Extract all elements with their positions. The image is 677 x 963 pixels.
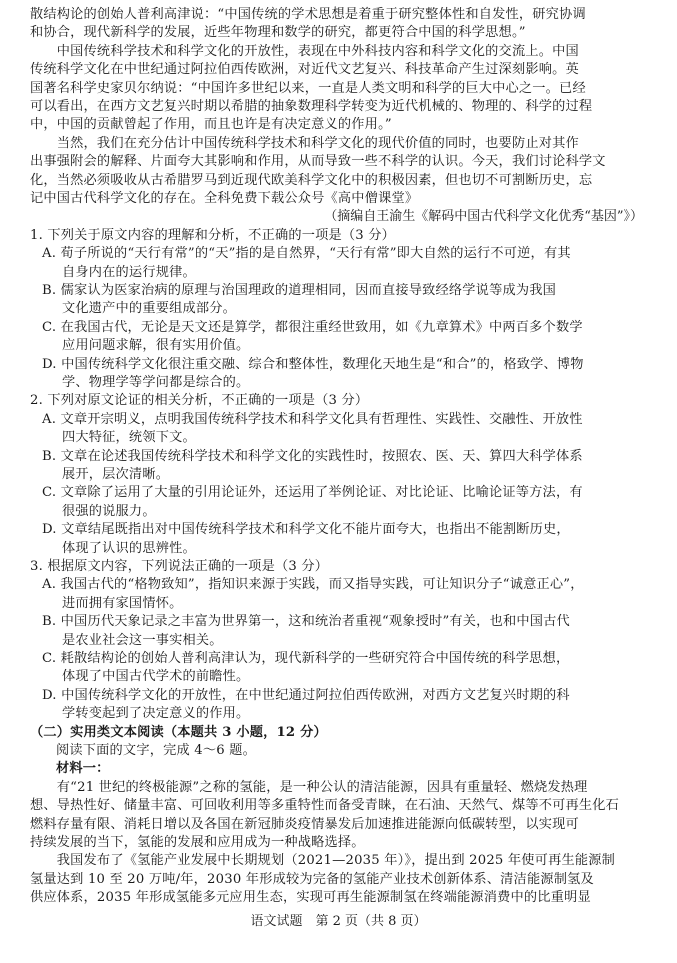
text-line: 中国传统科学技术和科学文化的开放性，表现在中外科技内容和科学文化的交流上。中国 [30, 43, 579, 59]
text-line: 和协合，现代新科学的发展，近些年物理和数学的研究，都更符合中国的科学思想。” [30, 25, 526, 41]
option-c: C. 文章除了运用了大量的引用论证外，还运用了举例论证、对比论证、比喻论证等方法，有 [42, 485, 583, 501]
text-line: 中，中国的贡献曾起了作用，而且也许是有决定意义的作用。” [30, 117, 392, 133]
page-footer: 语文试题 第 2 页（共 8 页） [250, 913, 427, 929]
option-a-cont: 自身内在的运行规律。 [62, 264, 196, 280]
section-2 [30, 724, 648, 908]
passage-source: （摘编自王渝生《解码中国古代科学文化优秀“基因”》） [324, 209, 643, 225]
option-a-cont: 进而拥有家国情怀。 [62, 595, 183, 611]
text-line: 记中国古代科学文化的存在。全科免费下载公众号《高中僧课堂》 [30, 190, 419, 206]
text-line: 化，当然必须吸收从古希腊罗马到近现代欧美科学文化中的积极因素，但也切不可割断历史，忘 [30, 172, 593, 188]
option-d: D. 文章结尾既指出对中国传统科学技术和科学文化不能片面夸大，也指出不能割断历史， [42, 522, 570, 538]
option-d: D. 中国传统科学文化的开放性，在中世纪通过阿拉伯西传欧洲，对西方文艺复兴时期的科 [42, 687, 570, 703]
question-3 [30, 558, 648, 724]
text-line: 国著名科学史家贝尔纳说：“中国许多世纪以来，一直是人类文明和科学的巨大中心之一。已经 [30, 80, 586, 96]
option-c-cont: 体现了中国古代学术的前瞻性。 [62, 669, 250, 685]
question-stem: 1. 下列关于原文内容的理解和分析，不正确的一项是（3 分） [30, 227, 396, 243]
option-c-cont: 很强的说服力。 [62, 503, 156, 519]
question-2 [30, 392, 648, 558]
option-b-cont: 展开，层次清晰。 [62, 466, 170, 482]
option-b-cont: 是农业社会这一事实相关。 [62, 632, 223, 648]
text-line: 可以看出，在西方文艺复兴时期以希腊的抽象数理科学转变为近代机械的、物理的、科学的过程 [30, 98, 593, 114]
text-line: 氢量达到 10 至 20 万吨/年，2030 年形成较为完备的氢能产业技术创新体系、清洁能源制氢及 [30, 871, 594, 887]
material-label: 材料一： [56, 761, 110, 777]
question-stem: 2. 下列对原文论证的相关分析，不正确的一项是（3 分） [30, 393, 369, 409]
text-line: 出事强附会的解释、片面夸大其影响和作用，从而导致一些不科学的认识。今天，我们讨论科学文 [30, 154, 606, 170]
option-a: A. 文章开宗明义，点明我国传统科学技术和科学文化具有哲理性、实践性、交融性、开放性 [42, 411, 583, 427]
option-c: C. 耗散结构论的创始人普利高津认为，现代新科学的一些研究符合中国传统的科学思想， [42, 650, 570, 666]
option-a: A. 荀子所说的“天行有常”的“天”指的是自然界，“天行有常”即大自然的运行不可逆，有其 [42, 246, 571, 262]
text-line: 传统科学文化在中世纪通过阿拉伯西传欧洲，对近代文艺复兴、科技革命产生过深刻影响。英 [30, 62, 579, 78]
option-b: B. 中国历代天象记录之丰富为世界第一，这和统治者重视“观象授时”有关，也和中国古代 [42, 614, 570, 630]
section-instruction: 阅读下面的文字，完成 4～6 题。 [56, 742, 257, 758]
option-b: B. 文章在论述我国传统科学技术和科学文化的实践性时，按照农、医、天、算四大科学体系 [42, 448, 583, 464]
option-c: C. 在我国古代，无论是天文还是算学，都很注重经世致用，如《九章算术》中两百多个数学 [42, 319, 583, 335]
section-heading: （二）实用类文本阅读（本题共 3 小题，12 分） [30, 724, 327, 740]
option-d-cont: 学转变起到了决定意义的作用。 [62, 706, 250, 722]
text-line: 当然，我们在充分估计中国传统科学技术和科学文化的现代价值的同时，也要防止对其作 [30, 135, 579, 151]
option-c-cont: 应用问题求解，很有实用价值。 [62, 338, 250, 354]
text-line: 有“21 世纪的终极能源”之称的氢能，是一种公认的清洁能源，因具有重量轻、燃烧发热理 [30, 779, 588, 795]
option-a: A. 我国古代的“格物致知”，指知识来源于实践，而又指导实践，可让知识分子“诚意正心”， [42, 577, 584, 593]
text-line: 我国发布了《氢能产业发展中长期规划（2021—2035 年）》，提出到 2025 年使可再生能源制 [30, 853, 616, 869]
question-stem: 3. 根据原文内容，下列说法正确的一项是（3 分） [30, 559, 329, 574]
option-d-cont: 学、物理学等学问都是综合的。 [62, 374, 250, 390]
text-line: 想、导热性好、储量丰富、可回收利用等多重特性而备受青睐，在石油、天然气、煤等不可再生化石 [30, 798, 620, 814]
option-a-cont: 四大特征，统领下文。 [62, 430, 196, 446]
text-line: 持续发展的当下，氢能的发展和应用成为一种战略选择。 [30, 834, 365, 850]
option-d: D. 中国传统科学文化很注重交融、综合和整体性，数理化天地生是“和合”的，格致学、博物 [42, 356, 584, 372]
option-b: B. 儒家认为医家治病的原理与治国理政的道理相同，因而直接导致经络学说等成为我国 [42, 282, 557, 298]
text-line: 燃料存量有限、消耗日增以及各国在新冠肺炎疫情暴发后加速推进能源向低碳转型，以实现可 [30, 816, 579, 832]
text-line: 散结构论的创始人普利高津说：“中国传统的学术思想是着重于研究整体性和自发性，研究协调 [30, 7, 586, 22]
passage-text [30, 6, 648, 208]
option-d-cont: 体现了认识的思辨性。 [62, 540, 196, 556]
text-line: 供应体系，2035 年形成氢能多元应用生态，实现可再生能源制氢在终端能源消费中的比重明显 [30, 890, 591, 906]
option-b-cont: 文化遗产中的重要组成部分。 [62, 301, 237, 317]
question-1 [30, 227, 648, 393]
